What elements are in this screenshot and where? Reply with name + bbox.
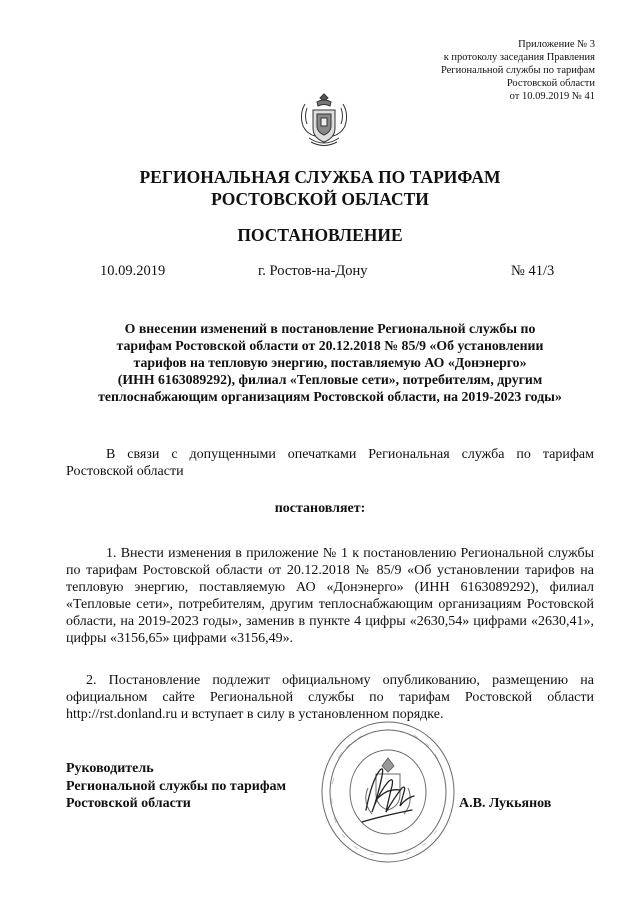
organization-name [0,166,640,210]
signer-title-line: Региональной службы по тарифам [66,778,287,794]
appendix-line: к протоколу заседания Правления [443,52,595,63]
appendix-line: Ростовской области [506,78,595,89]
signer-title [66,760,286,813]
document-city: г. Ростов-на-Дону [258,263,368,279]
subject-line: (ИНН 6163089292), филиал «Тепловые сети», потребителям, другим [117,372,543,387]
document-date: 10.09.2019 [100,263,166,279]
official-seal-stamp [318,718,458,866]
document-subject [70,320,590,405]
appendix-line: от 10.09.2019 № 41 [509,91,595,102]
organization-name-line: РЕГИОНАЛЬНАЯ СЛУЖБА ПО ТАРИФАМ [139,167,501,187]
coat-of-arms-icon [297,90,351,150]
appendix-line: Приложение № 3 [518,39,595,50]
appendix-line: Региональной службы по тарифам [440,65,595,76]
subject-line: тарифам Ростовской области от 20.12.2018 № 85/9 «Об установлении [116,338,544,353]
subject-line: тарифов на тепловую энергию, поставляемую АО «Донэнерго» [133,355,527,370]
signer-title-line: Руководитель [66,761,154,776]
resolution-item-1: 1. Внести изменения в приложение № 1 к постановлению Региональной службы по тарифам Ростовской области от 20.12.2018 № 85/9 «Об установлении тарифов на тепловую энергию, поставляемую АО «Донэнерго» (ИНН 6163089292), филиал «Тепловые сети», потребителям, другим теплоснабжающим организациям Ростовской области, на 2019-2023 годы», заменив в пункте 4 цифры «2630,54» цифрами «2630,41», цифры «3156,65» цифрами «3156,49». [66,546,594,646]
subject-line: О внесении изменений в постановление Региональной службы по [124,321,536,336]
signer-title-line: Ростовской области [66,796,191,811]
appendix-note [335,38,595,103]
document-type: ПОСТАНОВЛЕНИЕ [237,225,403,245]
intro-paragraph: В связи с допущенными опечатками Региональная служба по тарифам Ростовской области [66,447,594,479]
organization-name-line: РОСТОВСКОЙ ОБЛАСТИ [211,189,429,209]
document-number: № 41/3 [511,263,555,279]
signer-name: А.В. Лукьянов [459,796,552,811]
resolution-item-2: 2. Постановление подлежит официальному опубликованию, размещению на официальном сайте Региональной службы по тарифам Ростовской области http://rst.donland.ru и вступает в силу в установленном порядке. [66,673,594,722]
subject-line: теплоснабжающим организациям Ростовской области, на 2019-2023 годы» [98,389,562,404]
resolution-heading: постановляет: [274,501,366,516]
